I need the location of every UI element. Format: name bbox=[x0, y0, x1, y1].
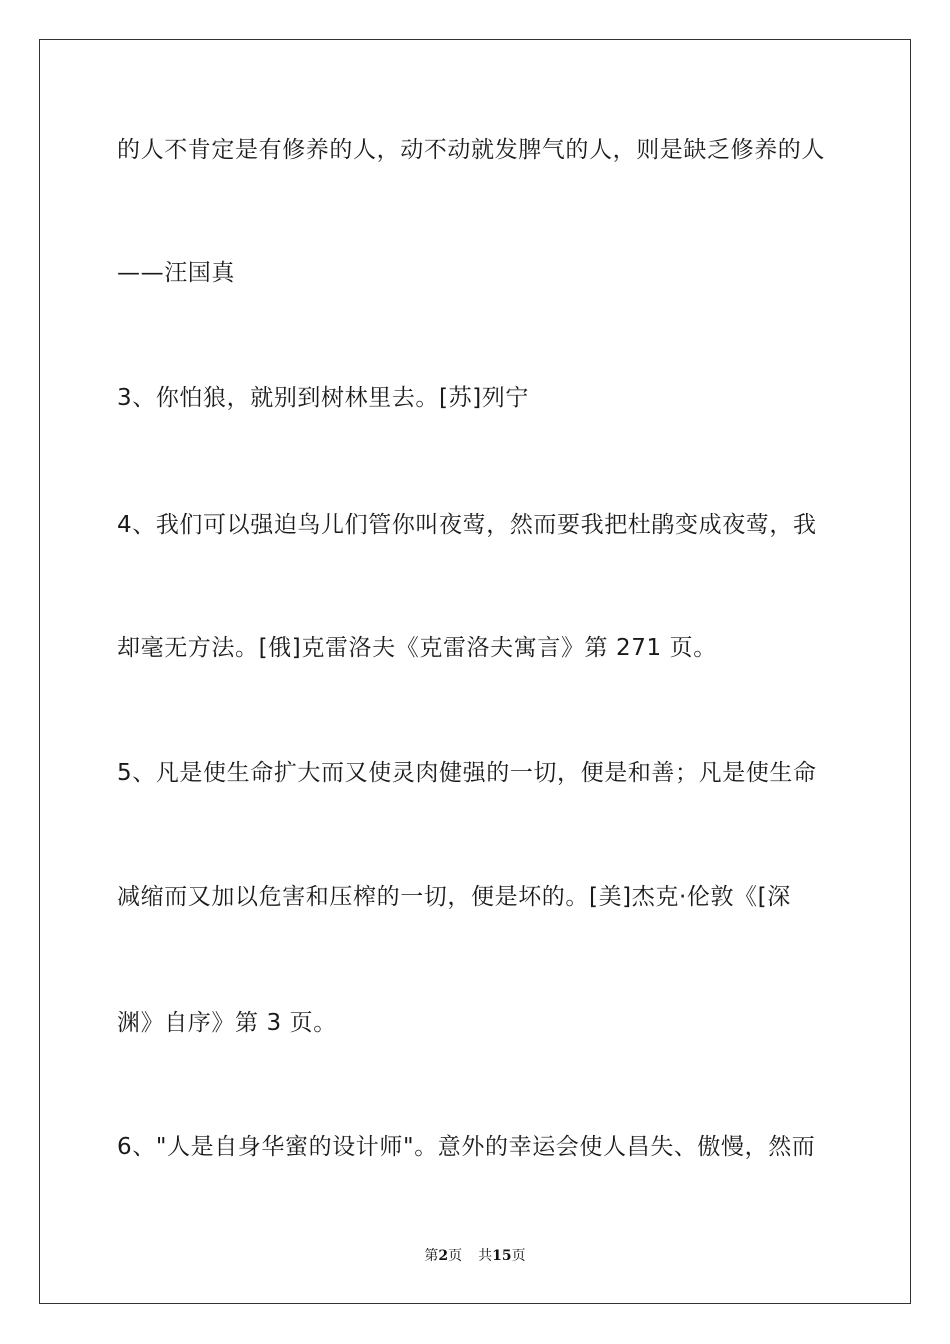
footer-page-prefix: 第 bbox=[424, 1248, 439, 1264]
text-line-7: 减缩而又加以危害和压榨的一切，便是坏的。[美]杰克·伦敦《[深 bbox=[117, 884, 791, 910]
text-line-6: 5、凡是使生命扩大而又使灵肉健强的一切，便是和善；凡是使生命 bbox=[117, 760, 817, 786]
text-line-9: 6、"人是自身华蜜的设计师"。意外的幸运会使人昌失、傲慢，然而 bbox=[117, 1134, 816, 1160]
text-line-2: ——汪国真 bbox=[117, 260, 235, 286]
text-line-8: 渊》自序》第 3 页。 bbox=[117, 1010, 337, 1036]
footer-total-pages: 15 bbox=[492, 1248, 512, 1264]
page-footer bbox=[0, 1246, 950, 1266]
text-line-3: 3、你怕狼，就别到树林里去。[苏]列宁 bbox=[117, 385, 529, 411]
footer-total-prefix: 共 bbox=[478, 1248, 493, 1264]
footer-total-suffix: 页 bbox=[511, 1248, 526, 1264]
text-line-4: 4、我们可以强迫鸟儿们管你叫夜莺，然而要我把杜鹃变成夜莺，我 bbox=[117, 512, 817, 538]
text-line-5: 却毫无方法。[俄]克雷洛夫《克雷洛夫寓言》第 271 页。 bbox=[117, 635, 717, 661]
page-border bbox=[39, 39, 911, 1304]
text-line-1: 的人不肯定是有修养的人，动不动就发脾气的人，则是缺乏修养的人 bbox=[117, 137, 825, 163]
footer-page-suffix: 页 bbox=[448, 1248, 463, 1264]
footer-page-number: 2 bbox=[438, 1248, 449, 1264]
